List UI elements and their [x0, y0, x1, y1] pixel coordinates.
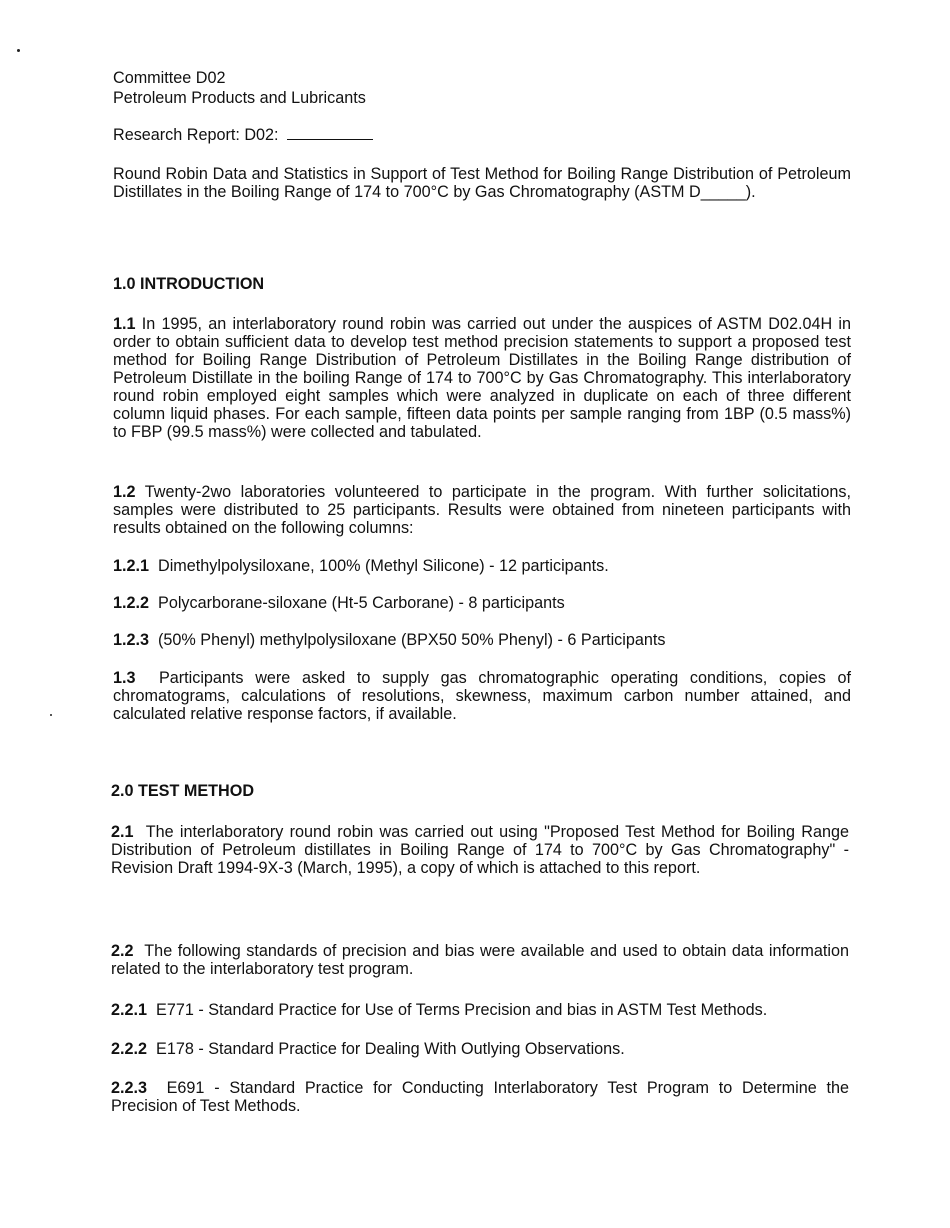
paragraph-number: 1.2	[113, 483, 136, 501]
paragraph-2-2-3	[111, 1079, 849, 1115]
paragraph-number: 1.2.2	[113, 594, 150, 612]
paragraph-1-2-2	[113, 594, 851, 612]
subcommittee-line: Petroleum Products and Lubricants	[113, 89, 366, 107]
paragraph-number: 2.2.3	[111, 1079, 148, 1097]
paragraph-text: Polycarborane-siloxane (Ht-5 Carborane) - 8 participants	[158, 594, 565, 612]
paragraph-text: E178 - Standard Practice for Dealing With Outlying Observations.	[156, 1040, 625, 1058]
paragraph-text: In 1995, an interlaboratory round robin was carried out under the auspices of ASTM D02.04H in order to obtain sufficient data to develop test method precision statements to support a proposed test method for Boiling Range Distribution of Petroleum Distillates in the Boiling Range distribution of Petroleum Distillate in the boiling Range of 174 to 700°C by Gas Chromatography. This interlaboratory round robin employed eight samples which were analyzed in duplicate on each of three different column liquid phases. For each sample, fifteen data points per sample ranging from 1BP (0.5 mass%) to FBP (99.5 mass%) were collected and tabulated.	[113, 315, 851, 441]
paragraph-text: The following standards of precision and bias were available and used to obtain data information related to the interlaboratory test program.	[111, 942, 850, 978]
paragraph-number: 1.2.3	[113, 631, 150, 649]
section-1-heading: 1.0 INTRODUCTION	[113, 275, 265, 293]
paragraph-number: 1.2.1	[113, 557, 150, 575]
paragraph-text: E771 - Standard Practice for Use of Terms Precision and bias in ASTM Test Methods.	[156, 1001, 768, 1019]
research-report-label: Research Report: D02:	[113, 126, 279, 144]
paragraph-text: Dimethylpolysiloxane, 100% (Methyl Silicone) - 12 participants.	[158, 557, 609, 575]
paragraph-1-2-3	[113, 631, 851, 649]
research-report-line	[113, 125, 851, 144]
paragraph-number: 1.3	[113, 669, 136, 687]
section-2-heading: 2.0 TEST METHOD	[111, 782, 255, 800]
document-title: Round Robin Data and Statistics in Support of Test Method for Boiling Range Distribution of Petroleum Distillates in the Boiling Range of 174 to 700°C by Gas Chromatography (ASTM D_____).	[113, 165, 851, 201]
paragraph-text: The interlaboratory round robin was carried out using "Proposed Test Method for Boiling Range Distribution of Petroleum distillates in Boiling Range of 174 to 700°C by Gas Chromatography" - Revision Draft 1994-9X-3 (March, 1995), a copy of which is attached to this report.	[111, 823, 849, 877]
paragraph-number: 2.2.2	[111, 1040, 148, 1058]
paragraph-2-1	[111, 823, 849, 877]
paragraph-1-2-1	[113, 557, 851, 575]
paragraph-text: E691 - Standard Practice for Conducting Interlaboratory Test Program to Determine the Precision of Test Methods.	[111, 1079, 849, 1115]
paragraph-number: 2.2.1	[111, 1001, 148, 1019]
scan-speck	[17, 49, 20, 52]
paragraph-text: (50% Phenyl) methylpolysiloxane (BPX50 50% Phenyl) - 6 Participants	[158, 631, 666, 649]
paragraph-2-2-2	[111, 1040, 849, 1058]
paragraph-2-2-1	[111, 1001, 849, 1019]
committee-line: Committee D02	[113, 69, 226, 87]
paragraph-number: 2.1	[111, 823, 134, 841]
scan-speck	[50, 714, 52, 716]
report-number-blank	[287, 125, 373, 140]
paragraph-2-2	[111, 942, 849, 978]
paragraph-text: Twenty-2wo laboratories volunteered to participate in the program. With further solicitations, samples were distributed to 25 participants. Results were obtained from nineteen participants with results obtained on the following columns:	[113, 483, 851, 537]
paragraph-1-3	[113, 669, 851, 723]
paragraph-number: 2.2	[111, 942, 134, 960]
paragraph-1-2	[113, 483, 851, 537]
paragraph-1-1	[113, 315, 851, 441]
paragraph-number: 1.1	[113, 315, 136, 333]
paragraph-text: Participants were asked to supply gas chromatographic operating conditions, copies of chromatograms, calculations of resolutions, skewness, maximum carbon number attained, and calculated relative response factors, if available.	[113, 669, 851, 723]
